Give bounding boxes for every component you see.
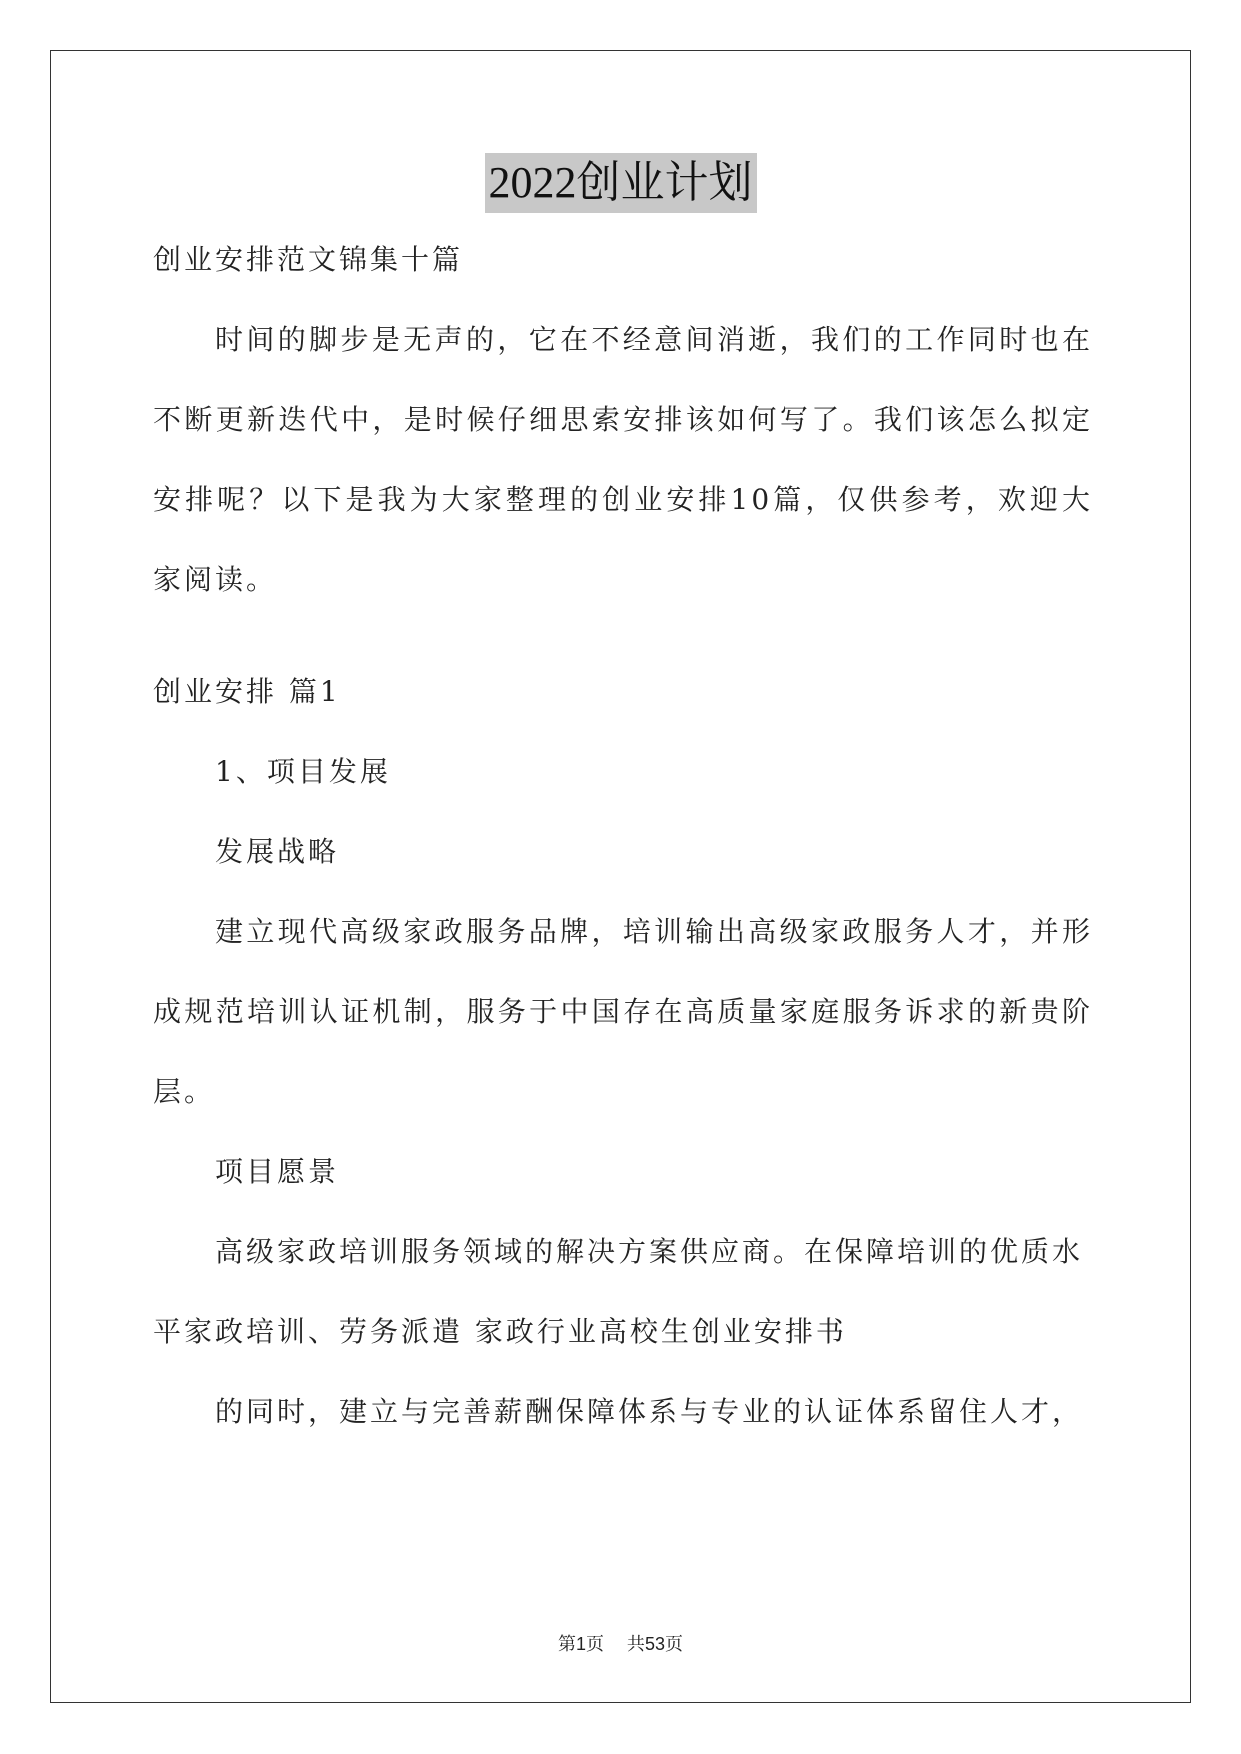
- title-container: [0, 153, 1241, 213]
- footer-suffix: 页: [664, 1634, 683, 1655]
- intro-paragraph: 时间的脚步是无声的，它在不经意间消逝，我们的工作同时也在不断更新迭代中，是时候仔细思索安排该如何写了。我们该怎么拟定安排呢？以下是我为大家整理的创业安排10篇，仅供参考，欢迎大家阅读。: [153, 323, 1093, 596]
- footer-mid: 页 共: [586, 1634, 645, 1655]
- vision-heading: 项目愿景: [215, 1155, 340, 1188]
- footer-prefix: 第: [558, 1634, 577, 1655]
- footer-total-pages: 53: [644, 1634, 665, 1654]
- strategy-heading: 发展战略: [215, 835, 340, 868]
- vision-line-1: 高级家政培训服务领域的解决方案供应商。在保障培训的优质水: [215, 1235, 1084, 1268]
- vision-line-3: 的同时，建立与完善薪酬保障体系与专业的认证体系留住人才，: [215, 1395, 1084, 1428]
- vision-line-2: 平家政培训、劳务派遣 家政行业高校生创业安排书: [153, 1315, 847, 1348]
- document-body: [153, 220, 1093, 620]
- strategy-paragraph: 建立现代高级家政服务品牌，培训输出高级家政服务人才，并形成规范培训认证机制，服务于中国存在高质量家庭服务诉求的新贵阶层。: [153, 915, 1093, 1108]
- footer-current-page: 1: [576, 1634, 587, 1654]
- page-footer: [0, 1630, 1241, 1656]
- document-title: 2022创业计划: [485, 153, 757, 213]
- subtitle: 创业安排范文锦集十篇: [153, 243, 464, 276]
- section-heading: 创业安排 篇1: [153, 675, 341, 708]
- item-heading: 1、项目发展: [215, 755, 391, 788]
- section-body: [153, 652, 1093, 1452]
